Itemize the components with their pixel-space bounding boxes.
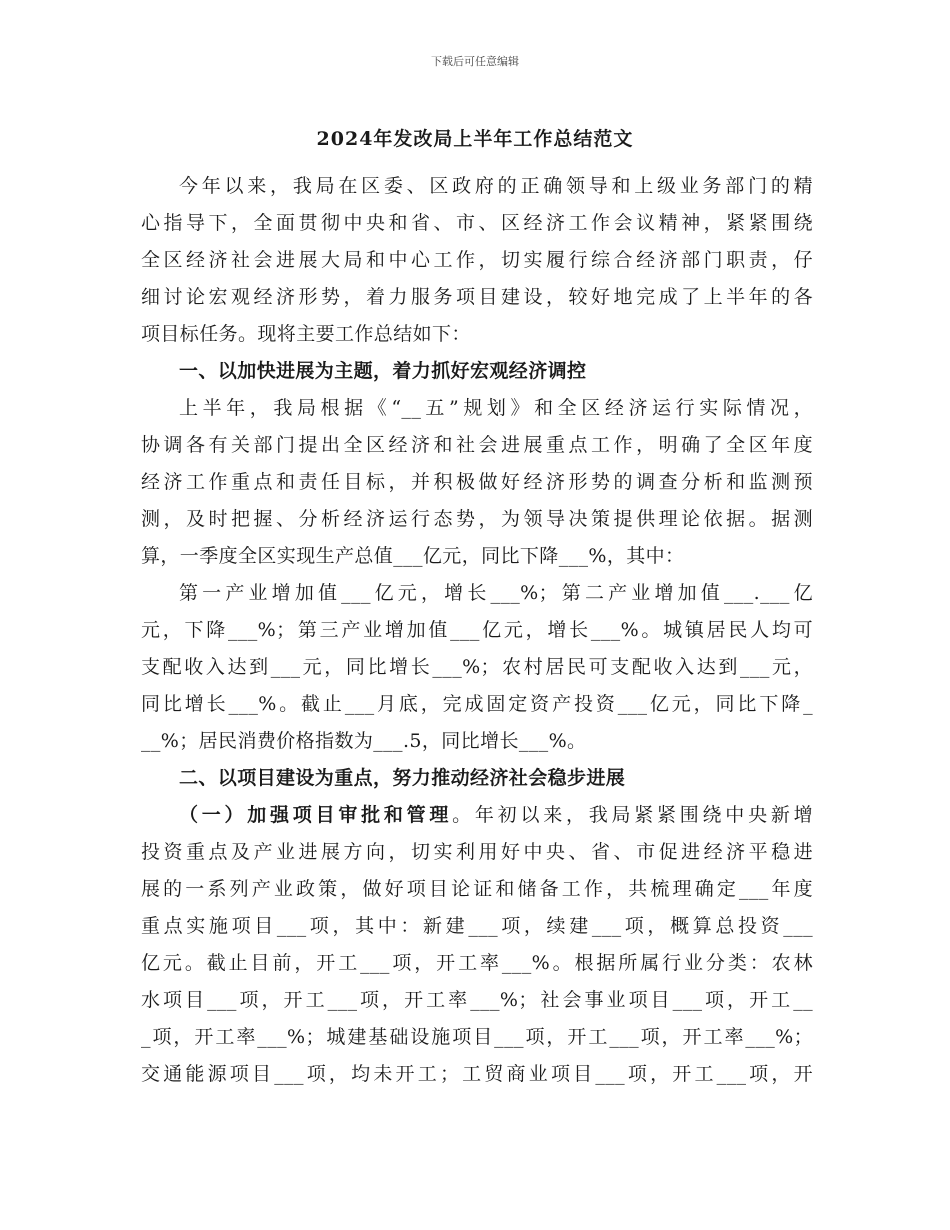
section-heading-1: 一、以加快进展为主题，着力抓好宏观经济调控 xyxy=(179,360,587,382)
text-line: 元，下降___%；第三产业增加值___亿元，增长___%。城镇居民人均可 xyxy=(141,619,813,641)
document-body xyxy=(141,168,813,1093)
text-line: 协调各有关部门提出全区经济和社会进展重点工作，明确了全区年度 xyxy=(141,434,813,456)
text-line: 测，及时把握、分析经济运行态势，为领导决策提供理论依据。据测 xyxy=(141,508,813,530)
intro-paragraph xyxy=(141,168,813,353)
text-line: 投资重点及产业进展方向，切实利用好中央、省、市促进经济平稳进 xyxy=(141,841,813,863)
section1-paragraph-1 xyxy=(141,390,813,575)
text-line: 全区经济社会进展大局和中心工作，切实履行综合经济部门职责，仔 xyxy=(141,249,813,271)
text-line: 细讨论宏观经济形势，着力服务项目建设，较好地完成了上半年的各 xyxy=(141,286,813,308)
text-line: 重点实施项目___项，其中：新建___项，续建___项，概算总投资___ xyxy=(141,915,813,937)
text-line: 同比增长___%。截止___月底，完成固定资产投资___亿元，同比下降_ xyxy=(141,693,813,715)
text-line: 今年以来，我局在区委、区政府的正确领导和上级业务部门的精 xyxy=(179,175,813,197)
page-header-note: 下载后可任意编辑 xyxy=(431,55,519,68)
section1-paragraph-2 xyxy=(141,575,813,760)
text-line: __%；居民消费价格指数为___.5，同比增长___%。 xyxy=(141,730,587,752)
text-line: 算，一季度全区实现生产总值___亿元，同比下降___%，其中： xyxy=(141,545,685,567)
text-line: 支配收入达到___元，同比增长___%；农村居民可支配收入达到___元， xyxy=(141,656,813,678)
section2-subsection-1 xyxy=(141,797,813,1093)
text-line: 上半年，我局根据《“__五”规划》和全区经济运行实际情况， xyxy=(179,397,813,419)
text-line: 经济工作重点和责任目标，并积极做好经济形势的调查分析和监测预 xyxy=(141,471,813,493)
text-line: 展的一系列产业政策，做好项目论证和储备工作，共梳理确定___年度 xyxy=(141,878,813,900)
text-line: 交通能源项目___项，均未开工；工贸商业项目___项，开工___项，开 xyxy=(141,1063,813,1085)
subsection-lead: （一）加强项目审批和管理 xyxy=(179,804,453,826)
section-heading-2: 二、以项目建设为重点，努力推动经济社会稳步进展 xyxy=(179,767,626,789)
text-line: 第一产业增加值___亿元，增长___%；第二产业增加值___.___亿 xyxy=(179,582,813,604)
text-line: _项，开工率___%；城建基础设施项目___项，开工___项，开工率___%； xyxy=(141,1026,813,1048)
text-line: 心指导下，全面贯彻中央和省、市、区经济工作会议精神，紧紧围绕 xyxy=(141,212,813,234)
text-line: 水项目___项，开工___项，开工率___%；社会事业项目___项，开工__ xyxy=(141,989,813,1011)
subsection-lead-rest: 。年初以来，我局紧紧围绕中央新增 xyxy=(452,804,813,826)
text-line xyxy=(141,797,813,834)
text-line: 亿元。截止目前，开工___项，开工率___%。根据所属行业分类：农林 xyxy=(141,952,813,974)
text-line: 项目标任务。现将主要工作总结如下： xyxy=(141,323,471,345)
document-title: 2024年发改局上半年工作总结范文 xyxy=(316,128,634,150)
